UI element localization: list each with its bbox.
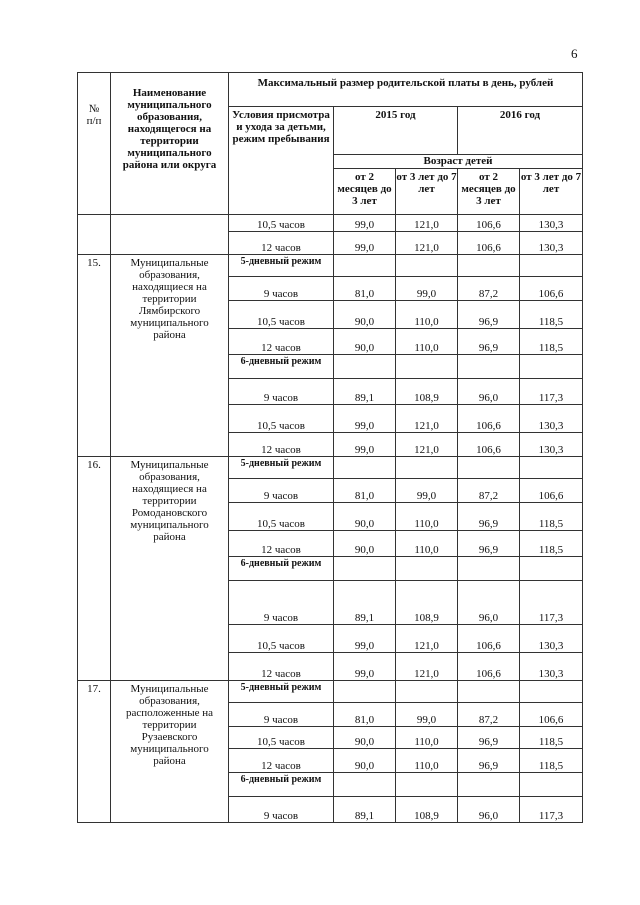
cell-condition: 9 часов — [229, 581, 334, 625]
cell-value: 106,6 — [458, 405, 520, 433]
cell-value: 130,3 — [520, 215, 583, 232]
cell-value: 99,0 — [334, 653, 396, 681]
cell-value: 130,3 — [520, 433, 583, 457]
cell-value: 90,0 — [334, 749, 396, 773]
group-header-row — [78, 457, 583, 479]
cell-value: 106,6 — [458, 232, 520, 255]
cell-value: 89,1 — [334, 797, 396, 823]
cell-value: 96,9 — [458, 749, 520, 773]
cell-value: 90,0 — [334, 329, 396, 355]
cell-value: 121,0 — [396, 232, 458, 255]
table-body — [78, 215, 583, 823]
cell-value: 110,0 — [396, 503, 458, 531]
cell-value: 110,0 — [396, 749, 458, 773]
cell-value: 96,9 — [458, 503, 520, 531]
header-age-text: Возраст детей — [423, 155, 493, 167]
cell-value: 89,1 — [334, 581, 396, 625]
header-number-text: № п/п — [86, 103, 102, 127]
cell-value: 118,5 — [520, 301, 583, 329]
cell-value: 99,0 — [396, 703, 458, 727]
cell-condition: 12 часов — [229, 749, 334, 773]
cell-value: 99,0 — [334, 215, 396, 232]
cell-condition: 12 часов — [229, 433, 334, 457]
header-age2-text: от 3 лет до 7 лет — [396, 171, 457, 195]
cell-empty — [396, 557, 458, 581]
cell-condition: 9 часов — [229, 479, 334, 503]
cell-value: 96,0 — [458, 581, 520, 625]
cell-number — [78, 215, 111, 255]
cell-value: 106,6 — [458, 625, 520, 653]
cell-value: 99,0 — [334, 625, 396, 653]
header-age2 — [396, 169, 458, 215]
header-age4-text: от 3 лет до 7 лет — [520, 171, 582, 195]
cell-condition: 10,5 часов — [229, 215, 334, 232]
cell-empty — [520, 355, 583, 379]
header-age3-text: от 2 месяцев до 3 лет — [461, 171, 516, 207]
cell-value: 121,0 — [396, 653, 458, 681]
cell-value: 87,2 — [458, 479, 520, 503]
cell-empty — [458, 457, 520, 479]
cell-empty — [458, 255, 520, 277]
cell-condition: 9 часов — [229, 277, 334, 301]
group-municipality: Муниципальные образования, находящиеся на территории Лямбирского муниципального района — [111, 255, 229, 457]
cell-empty — [334, 355, 396, 379]
group-header-row — [78, 681, 583, 703]
cell-empty — [520, 255, 583, 277]
mode-5day: 5-дневный режим — [229, 457, 334, 479]
cell-empty — [458, 773, 520, 797]
cell-condition: 12 часов — [229, 531, 334, 557]
cell-empty — [520, 457, 583, 479]
cell-value: 108,9 — [396, 797, 458, 823]
mode-5day: 5-дневный режим — [229, 681, 334, 703]
cell-value: 87,2 — [458, 703, 520, 727]
cell-value: 89,1 — [334, 379, 396, 405]
cell-value: 81,0 — [334, 479, 396, 503]
header-municipality-text: Наименование муниципального образования, находящегося на территории муниципального района или округа — [122, 87, 217, 171]
mode-5day: 5-дневный режим — [229, 255, 334, 277]
cell-empty — [334, 681, 396, 703]
header-age — [334, 155, 583, 169]
cell-empty — [520, 557, 583, 581]
cell-value: 110,0 — [396, 329, 458, 355]
cell-empty — [396, 773, 458, 797]
cell-value: 118,5 — [520, 727, 583, 749]
header-age1 — [334, 169, 396, 215]
cell-condition: 12 часов — [229, 653, 334, 681]
cell-empty — [458, 557, 520, 581]
header-2016 — [458, 107, 583, 155]
header-age1-text: от 2 месяцев до 3 лет — [337, 171, 392, 207]
cell-empty — [396, 355, 458, 379]
mode-6day: 6-дневный режим — [229, 773, 334, 797]
parental-fee-table — [77, 72, 583, 823]
cell-value: 96,0 — [458, 797, 520, 823]
cell-condition: 12 часов — [229, 329, 334, 355]
cell-value: 106,6 — [520, 479, 583, 503]
group-number: 17. — [78, 681, 111, 823]
table-header — [78, 73, 583, 215]
cell-value: 121,0 — [396, 215, 458, 232]
cell-condition: 9 часов — [229, 703, 334, 727]
header-2015 — [334, 107, 458, 155]
cell-empty — [334, 457, 396, 479]
cell-value: 99,0 — [334, 232, 396, 255]
header-municipality — [111, 73, 229, 215]
group-number: 16. — [78, 457, 111, 681]
cell-value: 99,0 — [396, 479, 458, 503]
cell-condition: 9 часов — [229, 379, 334, 405]
cell-empty — [520, 681, 583, 703]
cell-value: 99,0 — [334, 405, 396, 433]
cell-value: 90,0 — [334, 301, 396, 329]
cell-value: 110,0 — [396, 531, 458, 557]
cell-empty — [520, 773, 583, 797]
table-row — [78, 215, 583, 232]
cell-empty — [334, 255, 396, 277]
group-number: 15. — [78, 255, 111, 457]
header-2015-text: 2015 год — [375, 109, 416, 121]
cell-empty — [458, 355, 520, 379]
group-municipality: Муниципальные образования, расположенные на территории Рузаевского муниципального района — [111, 681, 229, 823]
cell-condition: 10,5 часов — [229, 503, 334, 531]
cell-value: 118,5 — [520, 749, 583, 773]
header-number — [78, 73, 111, 215]
header-2016-text: 2016 год — [499, 109, 541, 121]
header-age4 — [520, 169, 583, 215]
cell-value: 90,0 — [334, 531, 396, 557]
group-header-row — [78, 255, 583, 277]
cell-value: 130,3 — [520, 405, 583, 433]
cell-municipality — [111, 215, 229, 255]
mode-6day: 6-дневный режим — [229, 557, 334, 581]
cell-empty — [396, 681, 458, 703]
cell-value: 121,0 — [396, 625, 458, 653]
cell-value: 106,6 — [520, 703, 583, 727]
cell-value: 110,0 — [396, 727, 458, 749]
cell-value: 117,3 — [520, 797, 583, 823]
cell-value: 90,0 — [334, 503, 396, 531]
cell-condition: 10,5 часов — [229, 625, 334, 653]
cell-condition: 12 часов — [229, 232, 334, 255]
cell-value: 121,0 — [396, 405, 458, 433]
cell-value: 106,6 — [458, 215, 520, 232]
cell-empty — [334, 557, 396, 581]
cell-value: 81,0 — [334, 277, 396, 301]
cell-value: 96,9 — [458, 531, 520, 557]
cell-empty — [396, 255, 458, 277]
cell-value: 117,3 — [520, 379, 583, 405]
cell-value: 87,2 — [458, 277, 520, 301]
cell-condition: 9 часов — [229, 797, 334, 823]
cell-value: 117,3 — [520, 581, 583, 625]
header-max-fee — [229, 73, 583, 107]
group-municipality: Муниципальные образования, находящиеся на территории Ромодановского муниципального района — [111, 457, 229, 681]
cell-condition: 10,5 часов — [229, 405, 334, 433]
cell-empty — [458, 681, 520, 703]
cell-value: 99,0 — [396, 277, 458, 301]
cell-condition: 10,5 часов — [229, 301, 334, 329]
cell-value: 99,0 — [334, 433, 396, 457]
header-max-fee-text: Максимальный размер родительской платы в день, рублей — [257, 77, 554, 89]
cell-value: 96,9 — [458, 301, 520, 329]
cell-value: 90,0 — [334, 727, 396, 749]
cell-value: 96,0 — [458, 379, 520, 405]
cell-condition: 10,5 часов — [229, 727, 334, 749]
cell-value: 81,0 — [334, 703, 396, 727]
header-conditions — [229, 107, 334, 215]
cell-value: 106,6 — [520, 277, 583, 301]
cell-value: 121,0 — [396, 433, 458, 457]
cell-value: 118,5 — [520, 531, 583, 557]
cell-value: 96,9 — [458, 329, 520, 355]
header-age3 — [458, 169, 520, 215]
mode-6day: 6-дневный режим — [229, 355, 334, 379]
cell-value: 118,5 — [520, 329, 583, 355]
cell-value: 130,3 — [520, 232, 583, 255]
cell-value: 130,3 — [520, 625, 583, 653]
cell-value: 108,9 — [396, 379, 458, 405]
cell-empty — [396, 457, 458, 479]
cell-value: 108,9 — [396, 581, 458, 625]
cell-value: 96,9 — [458, 727, 520, 749]
cell-value: 118,5 — [520, 503, 583, 531]
cell-value: 130,3 — [520, 653, 583, 681]
cell-empty — [334, 773, 396, 797]
cell-value: 106,6 — [458, 433, 520, 457]
cell-value: 110,0 — [396, 301, 458, 329]
page-number: 6 — [571, 46, 578, 61]
header-conditions-text: Условия присмотра и ухода за детьми, режим пребывания — [232, 109, 330, 145]
cell-value: 106,6 — [458, 653, 520, 681]
